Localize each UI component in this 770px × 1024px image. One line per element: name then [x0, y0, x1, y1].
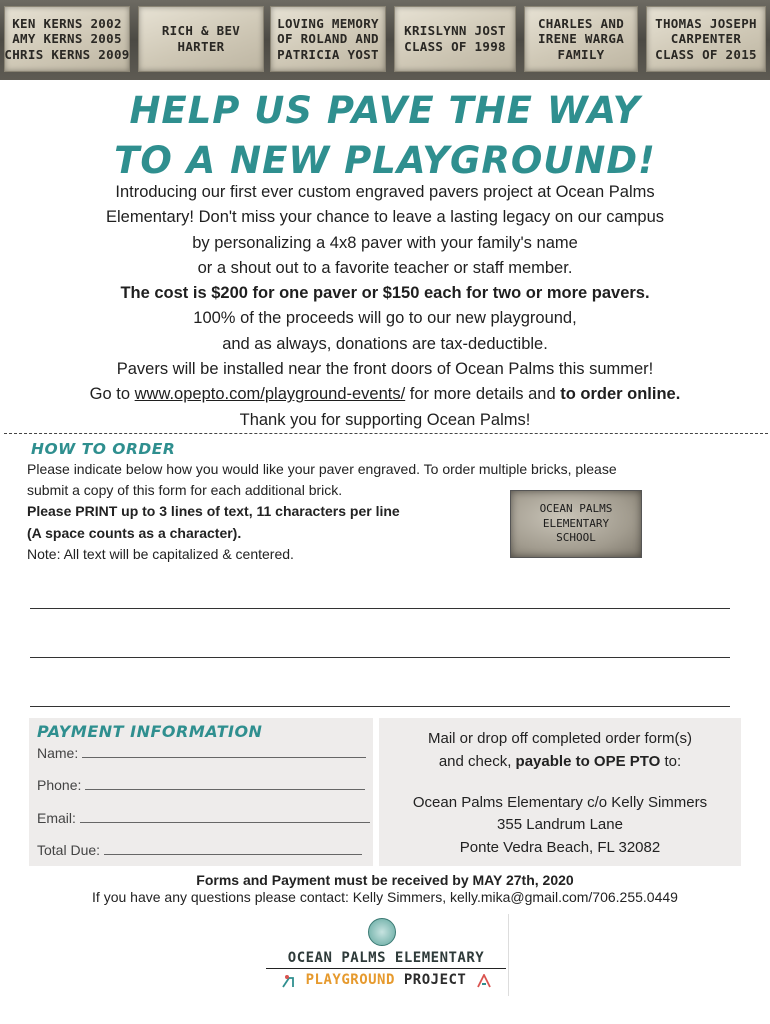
title-line-2: TO A NEW PLAYGROUND!	[114, 139, 656, 182]
payable-suffix: to:	[664, 753, 682, 770]
paver-line: AMY KERNS 2005	[12, 31, 122, 47]
paver-line: HARTER	[177, 39, 225, 54]
title-line-1: HELP US PAVE THE WAY	[129, 89, 641, 132]
paver-line: CLASS OF 2015	[655, 46, 757, 62]
paver-line: IRENE WARGA	[537, 31, 625, 47]
instruction-bold-line: Please PRINT up to 3 lines of text, 11 characters per line	[27, 503, 400, 520]
page-title	[0, 86, 770, 186]
logo-school-name: OCEAN PALMS ELEMENTARY	[287, 950, 485, 966]
logo-playground-word: PLAYGROUND	[305, 972, 395, 988]
paver-line: CLASS OF 1998	[404, 39, 506, 54]
contact-info: If you have any questions please contact: Kelly Simmers, kelly.mika@gmail.com/706.255.0449	[92, 889, 678, 905]
dashed-cut-line	[4, 433, 768, 434]
sample-paver-line: OCEAN PALMS	[539, 501, 613, 515]
paver-line: OF ROLAND AND	[277, 31, 379, 47]
engraving-line-1[interactable]	[30, 608, 730, 609]
sample-paver-line: ELEMENTARY	[542, 516, 610, 530]
sample-paver-line: SCHOOL	[556, 531, 596, 545]
instruction-note: Note: All text will be capitalized & centered.	[27, 545, 294, 562]
email-field[interactable]	[37, 810, 370, 826]
playground-project-logo	[262, 914, 510, 996]
paver-example	[646, 6, 766, 72]
name-label: Name:	[37, 745, 79, 761]
school-seal-icon	[368, 918, 396, 946]
mail-instruction-line: Mail or drop off completed order form(s)	[428, 730, 692, 747]
engraving-line-2[interactable]	[30, 657, 730, 658]
name-line[interactable]	[82, 757, 366, 758]
payment-information-panel	[29, 718, 373, 866]
phone-line[interactable]	[85, 789, 365, 790]
order-online-text: to order online.	[560, 385, 681, 404]
payable-to: payable to OPE PTO	[515, 753, 661, 770]
name-field[interactable]	[37, 745, 366, 761]
paver-line: KRISLYNN JOST	[404, 23, 506, 39]
paver-line: THOMAS JOSEPH	[655, 15, 757, 31]
email-label: Email:	[37, 810, 76, 826]
deadline-notice: Forms and Payment must be received by MAY 27th, 2020	[196, 872, 574, 888]
instruction-line: Please indicate below how you would like your paver engraved. To order multiple bricks, please	[27, 461, 617, 477]
paver-line: LOVING MEMORY	[277, 15, 379, 31]
paver-line: CHRIS KERNS 2009	[4, 46, 130, 62]
paver-line: RICH & BEV	[161, 23, 241, 39]
logo-project-name	[268, 972, 504, 988]
instruction-line: submit a copy of this form for each additional brick.	[27, 482, 343, 499]
engraving-line-3[interactable]	[30, 706, 730, 707]
goto-middle: for more details and	[409, 385, 556, 404]
header-paver-photo	[0, 0, 770, 80]
address-line-1: Ocean Palms Elementary c/o Kelly Simmers	[412, 794, 708, 811]
how-to-order-heading: HOW TO ORDER	[31, 440, 176, 458]
intro-line: or a shout out to a favorite teacher or staff member.	[197, 258, 573, 277]
intro-line: Pavers will be installed near the front doors of Ocean Palms this summer!	[116, 360, 654, 379]
thanks-line: Thank you for supporting Ocean Palms!	[239, 410, 531, 429]
total-due-line[interactable]	[104, 854, 362, 855]
phone-field[interactable]	[37, 777, 365, 793]
intro-line: Introducing our first ever custom engraved pavers project at Ocean Palms	[115, 183, 655, 201]
paver-line: CHARLES AND	[537, 15, 625, 31]
paver-example	[270, 6, 386, 72]
mailing-instructions-panel	[379, 718, 741, 866]
total-due-label: Total Due:	[37, 842, 101, 858]
cost-line	[20, 281, 750, 306]
intro-line: by personalizing a 4x8 paver with your family's name	[192, 233, 578, 252]
paver-example	[524, 6, 638, 72]
goto-prefix: Go to	[89, 385, 131, 404]
intro-paragraph	[20, 180, 750, 433]
paver-example	[138, 6, 264, 72]
payment-information-heading: PAYMENT INFORMATION	[37, 722, 263, 741]
phone-label: Phone:	[37, 777, 82, 793]
playground-events-link[interactable]: www.opepto.com/playground-events/	[134, 385, 406, 404]
paver-line: PATRICIA YOST	[277, 46, 379, 62]
sample-paver-image	[510, 490, 642, 558]
paver-line: KEN KERNS 2002	[12, 15, 122, 31]
email-line[interactable]	[80, 822, 370, 823]
instruction-bold-line: (A space counts as a character).	[27, 524, 242, 541]
payable-prefix: and check,	[438, 753, 512, 770]
intro-line: 100% of the proceeds will go to our new playground,	[193, 309, 577, 328]
swing-icon	[476, 974, 492, 988]
paver-example	[4, 6, 130, 72]
address-line-3: Ponte Vedra Beach, FL 32082	[459, 839, 661, 856]
order-online-line	[20, 382, 750, 407]
logo-project-word: PROJECT	[403, 972, 467, 988]
logo-divider	[266, 968, 506, 969]
logo-edge-line	[508, 914, 509, 996]
intro-line: Elementary! Don't miss your chance to leave a lasting legacy on our campus	[105, 208, 664, 227]
address-line-2: 355 Landrum Lane	[497, 816, 623, 833]
total-due-field[interactable]	[37, 842, 362, 858]
paver-line: CARPENTER	[670, 31, 742, 47]
cost-text: The cost is $200 for one paver or $150 each for two or more pavers.	[120, 284, 650, 303]
intro-line: and as always, donations are tax-deductible.	[222, 334, 548, 353]
paver-line: FAMILY	[557, 46, 605, 62]
paver-example	[394, 6, 516, 72]
mail-payable-line	[379, 753, 741, 770]
